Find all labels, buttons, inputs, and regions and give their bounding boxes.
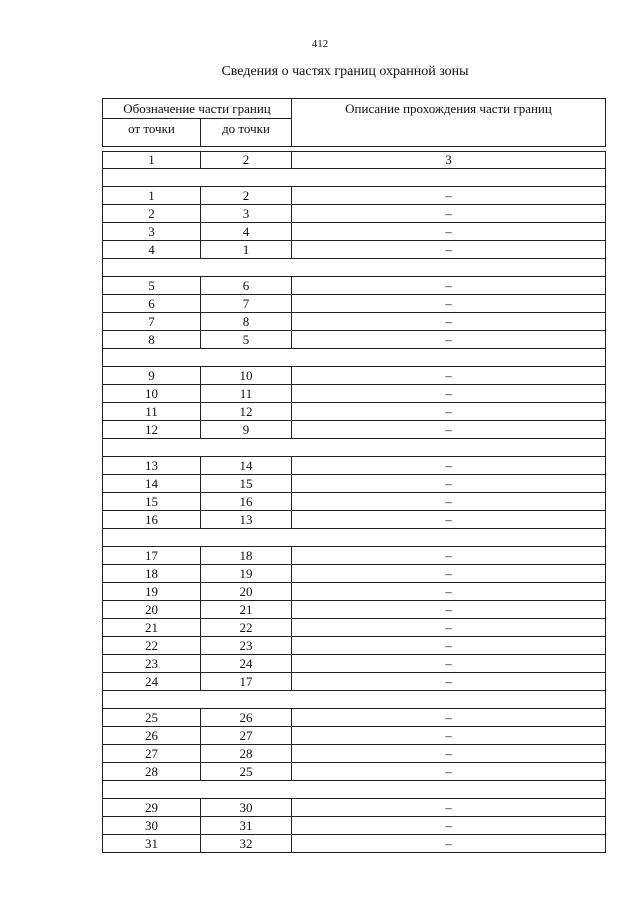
to-point-cell: 20 xyxy=(201,583,292,601)
from-point-cell: 12 xyxy=(103,421,201,439)
table-row xyxy=(103,547,606,565)
to-point-cell: 23 xyxy=(201,637,292,655)
from-point-cell: 22 xyxy=(103,637,201,655)
from-point-cell: 13 xyxy=(103,457,201,475)
description-cell: – xyxy=(292,745,606,763)
table-row xyxy=(103,619,606,637)
table-row xyxy=(103,241,606,259)
description-cell: – xyxy=(292,799,606,817)
section-separator-row xyxy=(103,781,606,799)
from-point-cell: 4 xyxy=(103,241,201,259)
to-point-cell: 17 xyxy=(201,673,292,691)
description-cell: – xyxy=(292,493,606,511)
section-separator-row xyxy=(103,691,606,709)
description-cell: – xyxy=(292,817,606,835)
from-point-cell: 10 xyxy=(103,385,201,403)
table-row xyxy=(103,205,606,223)
table-row xyxy=(103,565,606,583)
from-point-cell: 3 xyxy=(103,223,201,241)
table-row xyxy=(103,385,606,403)
description-cell: – xyxy=(292,367,606,385)
column-number: 3 xyxy=(292,152,606,169)
section-separator-row xyxy=(103,439,606,457)
to-point-cell: 25 xyxy=(201,763,292,781)
description-cell: – xyxy=(292,475,606,493)
from-point-cell: 15 xyxy=(103,493,201,511)
table-row xyxy=(103,637,606,655)
to-point-cell: 32 xyxy=(201,835,292,853)
table-row xyxy=(103,835,606,853)
description-cell: – xyxy=(292,547,606,565)
from-point-cell: 8 xyxy=(103,331,201,349)
to-point-cell: 3 xyxy=(201,205,292,223)
description-cell: – xyxy=(292,655,606,673)
to-point-cell: 12 xyxy=(201,403,292,421)
to-point-cell: 2 xyxy=(201,187,292,205)
description-cell: – xyxy=(292,331,606,349)
description-cell: – xyxy=(292,565,606,583)
to-point-cell: 4 xyxy=(201,223,292,241)
description-cell: – xyxy=(292,295,606,313)
from-point-cell: 16 xyxy=(103,511,201,529)
table-row xyxy=(103,295,606,313)
column-numbering-row xyxy=(103,152,606,169)
description-cell: – xyxy=(292,385,606,403)
column-number: 1 xyxy=(103,152,201,169)
boundary-parts-table xyxy=(102,98,606,853)
section-separator-row xyxy=(103,169,606,187)
to-point-cell: 5 xyxy=(201,331,292,349)
description-cell: – xyxy=(292,835,606,853)
section-separator-cell xyxy=(103,781,606,799)
to-point-cell: 7 xyxy=(201,295,292,313)
to-point-cell: 10 xyxy=(201,367,292,385)
to-point-cell: 19 xyxy=(201,565,292,583)
header-to-point: до точки xyxy=(201,119,292,147)
to-point-cell: 21 xyxy=(201,601,292,619)
from-point-cell: 19 xyxy=(103,583,201,601)
section-separator-cell xyxy=(103,529,606,547)
description-cell: – xyxy=(292,601,606,619)
from-point-cell: 1 xyxy=(103,187,201,205)
table-row xyxy=(103,511,606,529)
document-title: Сведения о частях границ охранной зоны xyxy=(221,64,469,79)
table-row xyxy=(103,493,606,511)
from-point-cell: 17 xyxy=(103,547,201,565)
from-point-cell: 23 xyxy=(103,655,201,673)
table-row xyxy=(103,403,606,421)
table-row xyxy=(103,817,606,835)
description-cell: – xyxy=(292,241,606,259)
table-row xyxy=(103,331,606,349)
from-point-cell: 24 xyxy=(103,673,201,691)
to-point-cell: 30 xyxy=(201,799,292,817)
section-separator-row xyxy=(103,349,606,367)
description-cell: – xyxy=(292,457,606,475)
to-point-cell: 28 xyxy=(201,745,292,763)
table-row xyxy=(103,367,606,385)
table-row xyxy=(103,277,606,295)
table-row xyxy=(103,673,606,691)
table-row xyxy=(103,187,606,205)
description-cell: – xyxy=(292,223,606,241)
from-point-cell: 27 xyxy=(103,745,201,763)
section-separator-row xyxy=(103,529,606,547)
description-cell: – xyxy=(292,421,606,439)
to-point-cell: 13 xyxy=(201,511,292,529)
section-separator-cell xyxy=(103,169,606,187)
from-point-cell: 2 xyxy=(103,205,201,223)
from-point-cell: 6 xyxy=(103,295,201,313)
from-point-cell: 21 xyxy=(103,619,201,637)
table-row xyxy=(103,727,606,745)
from-point-cell: 30 xyxy=(103,817,201,835)
from-point-cell: 28 xyxy=(103,763,201,781)
description-cell: – xyxy=(292,637,606,655)
header-boundary-designation: Обозначение части границ xyxy=(103,99,292,119)
table-row xyxy=(103,655,606,673)
table-row xyxy=(103,745,606,763)
table-row xyxy=(103,709,606,727)
description-cell: – xyxy=(292,403,606,421)
to-point-cell: 8 xyxy=(201,313,292,331)
from-point-cell: 5 xyxy=(103,277,201,295)
to-point-cell: 16 xyxy=(201,493,292,511)
to-point-cell: 15 xyxy=(201,475,292,493)
description-cell: – xyxy=(292,583,606,601)
description-cell: – xyxy=(292,673,606,691)
description-cell: – xyxy=(292,709,606,727)
section-separator-row xyxy=(103,259,606,277)
description-cell: – xyxy=(292,313,606,331)
table-row xyxy=(103,223,606,241)
header-from-point: от точки xyxy=(103,119,201,147)
description-cell: – xyxy=(292,187,606,205)
to-point-cell: 14 xyxy=(201,457,292,475)
column-number: 2 xyxy=(201,152,292,169)
description-cell: – xyxy=(292,763,606,781)
table-body xyxy=(103,147,606,853)
from-point-cell: 25 xyxy=(103,709,201,727)
table-row xyxy=(103,421,606,439)
description-cell: – xyxy=(292,727,606,745)
description-cell: – xyxy=(292,511,606,529)
to-point-cell: 22 xyxy=(201,619,292,637)
from-point-cell: 11 xyxy=(103,403,201,421)
table-row xyxy=(103,763,606,781)
description-cell: – xyxy=(292,277,606,295)
table-row xyxy=(103,313,606,331)
description-cell: – xyxy=(292,205,606,223)
section-separator-cell xyxy=(103,439,606,457)
to-point-cell: 9 xyxy=(201,421,292,439)
section-separator-cell xyxy=(103,691,606,709)
from-point-cell: 7 xyxy=(103,313,201,331)
to-point-cell: 18 xyxy=(201,547,292,565)
to-point-cell: 1 xyxy=(201,241,292,259)
to-point-cell: 27 xyxy=(201,727,292,745)
from-point-cell: 26 xyxy=(103,727,201,745)
table-row xyxy=(103,583,606,601)
from-point-cell: 9 xyxy=(103,367,201,385)
table-row xyxy=(103,475,606,493)
to-point-cell: 31 xyxy=(201,817,292,835)
from-point-cell: 18 xyxy=(103,565,201,583)
table-row xyxy=(103,799,606,817)
from-point-cell: 14 xyxy=(103,475,201,493)
to-point-cell: 6 xyxy=(201,277,292,295)
from-point-cell: 20 xyxy=(103,601,201,619)
header-description: Описание прохождения части границ xyxy=(292,99,606,147)
to-point-cell: 24 xyxy=(201,655,292,673)
section-separator-cell xyxy=(103,259,606,277)
from-point-cell: 31 xyxy=(103,835,201,853)
description-cell: – xyxy=(292,619,606,637)
page-number: 412 xyxy=(311,38,329,50)
to-point-cell: 11 xyxy=(201,385,292,403)
table-row xyxy=(103,457,606,475)
table-row xyxy=(103,601,606,619)
section-separator-cell xyxy=(103,349,606,367)
from-point-cell: 29 xyxy=(103,799,201,817)
to-point-cell: 26 xyxy=(201,709,292,727)
